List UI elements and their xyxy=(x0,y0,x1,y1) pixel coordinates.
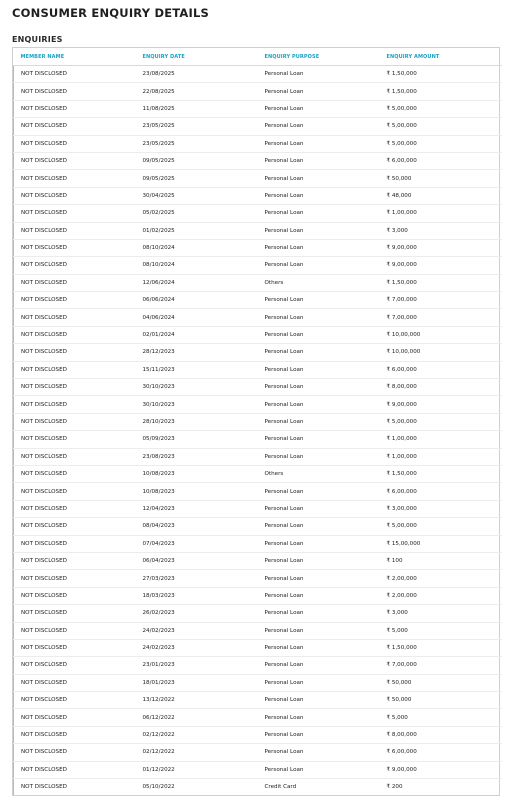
table-row xyxy=(14,639,502,656)
enquiry-amount-cell: ₹ 3,00,000 xyxy=(380,500,502,517)
table-row xyxy=(14,518,502,535)
enquiry-amount-cell: ₹ 3,000 xyxy=(380,605,502,622)
member-name-cell: NOT DISCLOSED xyxy=(14,100,136,117)
member-name-cell: NOT DISCLOSED xyxy=(14,726,136,743)
enquiry-amount-cell: ₹ 5,000 xyxy=(380,709,502,726)
enquiry-purpose-cell: Personal Loan xyxy=(258,187,380,204)
enquiry-amount-cell: ₹ 5,00,000 xyxy=(380,135,502,152)
enquiry-purpose-cell: Personal Loan xyxy=(258,66,380,83)
section-title-enquiries: ENQUIRIES xyxy=(12,35,63,44)
enquiry-amount-cell: ₹ 7,00,000 xyxy=(380,292,502,309)
enquiry-date-cell: 06/12/2022 xyxy=(136,709,258,726)
table-row xyxy=(14,379,502,396)
enquiry-date-cell: 30/10/2023 xyxy=(136,379,258,396)
member-name-cell: NOT DISCLOSED xyxy=(14,83,136,100)
enquiry-date-cell: 23/05/2025 xyxy=(136,118,258,135)
enquiry-date-cell: 10/08/2023 xyxy=(136,483,258,500)
enquiry-date-cell: 23/08/2025 xyxy=(136,66,258,83)
enquiry-date-cell: 12/06/2024 xyxy=(136,274,258,291)
enquiry-date-cell: 13/12/2022 xyxy=(136,692,258,709)
enquiry-date-cell: 05/10/2022 xyxy=(142,784,175,791)
enquiry-date-cell: 15/11/2023 xyxy=(136,361,258,378)
enquiry-date-cell: 05/02/2025 xyxy=(136,205,258,222)
enquiry-date-cell: 24/02/2023 xyxy=(136,639,258,656)
enquiry-date-cell: 18/03/2023 xyxy=(136,587,258,604)
enquiry-date-cell: 01/12/2022 xyxy=(136,761,258,778)
enquiry-purpose-cell: Personal Loan xyxy=(258,413,380,430)
member-name-cell: NOT DISCLOSED xyxy=(14,413,136,430)
table-row xyxy=(14,413,502,430)
member-name-cell: NOT DISCLOSED xyxy=(14,674,136,691)
enquiry-amount-cell: ₹ 5,00,000 xyxy=(380,518,502,535)
enquiry-date-cell: 18/01/2023 xyxy=(136,674,258,691)
table-row xyxy=(14,257,502,274)
member-name-cell: NOT DISCLOSED xyxy=(14,657,136,674)
column-header-enquiry-purpose: ENQUIRY PURPOSE xyxy=(258,48,380,66)
enquiry-date-cell: 10/08/2023 xyxy=(136,465,258,482)
member-name-cell: NOT DISCLOSED xyxy=(14,326,136,343)
enquiry-purpose-cell: Personal Loan xyxy=(258,379,380,396)
enquiries-table-container xyxy=(12,47,500,796)
enquiry-date-cell: 05/09/2023 xyxy=(136,431,258,448)
enquiry-purpose-cell: Personal Loan xyxy=(258,100,380,117)
enquiry-date-cell: 24/02/2023 xyxy=(136,622,258,639)
table-row xyxy=(14,239,502,256)
enquiries-table xyxy=(13,48,502,795)
table-row xyxy=(14,674,502,691)
enquiry-date-cell: 28/10/2023 xyxy=(136,413,258,430)
enquiry-purpose-cell: Personal Loan xyxy=(258,761,380,778)
column-header-enquiry-date: ENQUIRY DATE xyxy=(136,48,258,66)
table-row xyxy=(14,744,502,761)
enquiry-purpose-cell: Personal Loan xyxy=(258,605,380,622)
enquiry-purpose-cell: Personal Loan xyxy=(258,135,380,152)
enquiry-amount-cell: ₹ 2,00,000 xyxy=(380,570,502,587)
table-row xyxy=(14,465,502,482)
member-name-cell: NOT DISCLOSED xyxy=(14,639,136,656)
enquiry-amount-cell: ₹ 1,00,000 xyxy=(380,431,502,448)
enquiry-purpose-cell: Personal Loan xyxy=(258,170,380,187)
enquiry-date-cell: 01/02/2025 xyxy=(136,222,258,239)
enquiry-amount-cell: ₹ 5,00,000 xyxy=(380,413,502,430)
enquiry-amount-cell: ₹ 1,50,000 xyxy=(380,639,502,656)
enquiry-purpose-cell: Personal Loan xyxy=(258,239,380,256)
enquiry-purpose-cell: Personal Loan xyxy=(258,83,380,100)
table-row xyxy=(14,535,502,552)
enquiry-purpose-cell: Personal Loan xyxy=(258,535,380,552)
enquiry-amount-cell: ₹ 200 xyxy=(386,784,403,791)
enquiry-purpose-cell: Personal Loan xyxy=(258,552,380,569)
enquiry-purpose-cell: Personal Loan xyxy=(258,483,380,500)
enquiry-amount-cell: ₹ 7,00,000 xyxy=(380,657,502,674)
enquiry-purpose-cell: Personal Loan xyxy=(258,326,380,343)
table-row xyxy=(14,500,502,517)
enquiry-purpose-cell: Others xyxy=(258,274,380,291)
table-row xyxy=(14,100,502,117)
enquiry-purpose-cell: Personal Loan xyxy=(258,292,380,309)
enquiry-date-cell: 12/04/2023 xyxy=(136,500,258,517)
table-row xyxy=(14,692,502,709)
member-name-cell: NOT DISCLOSED xyxy=(14,605,136,622)
enquiry-amount-cell: ₹ 6,00,000 xyxy=(380,744,502,761)
enquiry-amount-cell: ₹ 9,00,000 xyxy=(380,257,502,274)
enquiry-purpose-cell: Personal Loan xyxy=(258,344,380,361)
member-name-cell: NOT DISCLOSED xyxy=(14,465,136,482)
member-name-cell: NOT DISCLOSED xyxy=(14,709,136,726)
member-name-cell: NOT DISCLOSED xyxy=(14,187,136,204)
table-row xyxy=(14,361,502,378)
table-row xyxy=(14,205,502,222)
enquiry-purpose-cell: Personal Loan xyxy=(258,309,380,326)
member-name-cell: NOT DISCLOSED xyxy=(14,448,136,465)
member-name-cell: NOT DISCLOSED xyxy=(14,379,136,396)
enquiry-purpose-cell: Personal Loan xyxy=(258,257,380,274)
enquiry-amount-cell: ₹ 9,00,000 xyxy=(380,761,502,778)
enquiry-date-cell: 09/05/2025 xyxy=(136,170,258,187)
table-row xyxy=(14,326,502,343)
member-name-cell: NOT DISCLOSED xyxy=(14,622,136,639)
enquiry-purpose-cell: Personal Loan xyxy=(258,744,380,761)
enquiry-purpose-cell: Personal Loan xyxy=(258,692,380,709)
enquiry-date-cell: 28/12/2023 xyxy=(136,344,258,361)
table-row xyxy=(14,448,502,465)
member-name-cell: NOT DISCLOSED xyxy=(14,170,136,187)
enquiry-purpose-cell: Personal Loan xyxy=(258,639,380,656)
enquiry-purpose-cell: Personal Loan xyxy=(258,396,380,413)
enquiry-date-cell: 23/08/2023 xyxy=(136,448,258,465)
table-row xyxy=(14,152,502,169)
member-name-cell: NOT DISCLOSED xyxy=(14,518,136,535)
enquiry-purpose-cell: Personal Loan xyxy=(258,118,380,135)
enquiry-purpose-cell: Personal Loan xyxy=(258,570,380,587)
enquiry-amount-cell: ₹ 6,00,000 xyxy=(380,361,502,378)
enquiry-date-cell: 08/10/2024 xyxy=(136,257,258,274)
enquiry-date-cell: 30/10/2023 xyxy=(136,396,258,413)
member-name-cell: NOT DISCLOSED xyxy=(14,361,136,378)
table-row xyxy=(14,552,502,569)
enquiry-purpose-cell: Personal Loan xyxy=(258,657,380,674)
enquiry-amount-cell: ₹ 1,50,000 xyxy=(380,83,502,100)
enquiry-amount-cell: ₹ 8,00,000 xyxy=(380,379,502,396)
table-row xyxy=(14,709,502,726)
member-name-cell: NOT DISCLOSED xyxy=(14,570,136,587)
enquiry-amount-cell: ₹ 1,50,000 xyxy=(380,66,502,83)
enquiry-purpose-cell: Personal Loan xyxy=(258,587,380,604)
enquiry-date-cell: 26/02/2023 xyxy=(136,605,258,622)
enquiry-amount-cell: ₹ 3,000 xyxy=(380,222,502,239)
enquiry-purpose-cell: Personal Loan xyxy=(258,500,380,517)
table-row xyxy=(14,187,502,204)
table-row xyxy=(14,344,502,361)
enquiry-date-cell: 23/05/2025 xyxy=(136,135,258,152)
enquiry-date-cell: 09/05/2025 xyxy=(136,152,258,169)
member-name-cell: NOT DISCLOSED xyxy=(14,274,136,291)
enquiry-amount-cell: ₹ 2,00,000 xyxy=(380,587,502,604)
enquiry-purpose-cell: Personal Loan xyxy=(258,674,380,691)
enquiry-date-cell: 08/10/2024 xyxy=(136,239,258,256)
enquiry-amount-cell: ₹ 9,00,000 xyxy=(380,396,502,413)
enquiry-date-cell: 02/12/2022 xyxy=(136,726,258,743)
table-row xyxy=(14,570,502,587)
table-row xyxy=(14,761,502,778)
member-name-cell: NOT DISCLOSED xyxy=(14,135,136,152)
table-row xyxy=(14,118,502,135)
member-name-cell: NOT DISCLOSED xyxy=(14,222,136,239)
enquiry-date-cell: 04/06/2024 xyxy=(136,309,258,326)
enquiry-amount-cell: ₹ 50,000 xyxy=(380,170,502,187)
enquiry-date-cell: 11/08/2025 xyxy=(136,100,258,117)
member-name-cell: NOT DISCLOSED xyxy=(14,587,136,604)
member-name-cell: NOT DISCLOSED xyxy=(14,779,136,796)
table-row xyxy=(14,274,502,291)
member-name-cell: NOT DISCLOSED xyxy=(14,535,136,552)
member-name-cell: NOT DISCLOSED xyxy=(14,431,136,448)
member-name-cell: NOT DISCLOSED xyxy=(14,744,136,761)
member-name-cell: NOT DISCLOSED xyxy=(14,344,136,361)
enquiry-amount-cell: ₹ 9,00,000 xyxy=(380,239,502,256)
enquiry-date-cell: 23/01/2023 xyxy=(136,657,258,674)
enquiry-date-cell: 06/04/2023 xyxy=(136,552,258,569)
enquiry-purpose-cell: Credit Card xyxy=(264,784,297,791)
enquiry-purpose-cell: Personal Loan xyxy=(258,152,380,169)
member-name-cell: NOT DISCLOSED xyxy=(14,500,136,517)
enquiry-amount-cell: ₹ 10,00,000 xyxy=(380,326,502,343)
member-name-cell: NOT DISCLOSED xyxy=(14,66,136,83)
enquiry-purpose-cell: Personal Loan xyxy=(258,222,380,239)
column-header-enquiry-amount: ENQUIRY AMOUNT xyxy=(380,48,502,66)
enquiry-date-cell: 06/06/2024 xyxy=(136,292,258,309)
column-header-member-name: MEMBER NAME xyxy=(14,48,136,66)
enquiry-amount-cell: ₹ 6,00,000 xyxy=(380,152,502,169)
member-name-cell: NOT DISCLOSED xyxy=(14,205,136,222)
enquiry-amount-cell: ₹ 1,00,000 xyxy=(380,205,502,222)
member-name-cell: NOT DISCLOSED xyxy=(14,257,136,274)
table-row xyxy=(14,309,502,326)
member-name-cell: NOT DISCLOSED xyxy=(14,692,136,709)
table-row xyxy=(14,657,502,674)
member-name-cell: NOT DISCLOSED xyxy=(14,152,136,169)
enquiry-amount-cell: ₹ 1,50,000 xyxy=(380,274,502,291)
member-name-cell: NOT DISCLOSED xyxy=(14,761,136,778)
table-row xyxy=(14,431,502,448)
enquiry-amount-cell: ₹ 1,50,000 xyxy=(380,465,502,482)
enquiry-date-cell: 30/04/2025 xyxy=(136,187,258,204)
enquiry-date-cell: 02/01/2024 xyxy=(136,326,258,343)
table-row xyxy=(14,483,502,500)
enquiry-amount-cell: ₹ 7,00,000 xyxy=(380,309,502,326)
enquiry-amount-cell: ₹ 15,00,000 xyxy=(380,535,502,552)
enquiry-amount-cell: ₹ 50,000 xyxy=(380,674,502,691)
table-row xyxy=(14,726,502,743)
table-row xyxy=(14,779,502,796)
enquiry-date-cell: 07/04/2023 xyxy=(136,535,258,552)
member-name-cell: NOT DISCLOSED xyxy=(14,239,136,256)
enquiry-purpose-cell: Personal Loan xyxy=(258,431,380,448)
table-row xyxy=(14,396,502,413)
enquiry-purpose-cell: Personal Loan xyxy=(258,205,380,222)
enquiry-purpose-cell: Personal Loan xyxy=(258,448,380,465)
table-row xyxy=(14,66,502,83)
member-name-cell: NOT DISCLOSED xyxy=(14,292,136,309)
enquiry-purpose-cell: Personal Loan xyxy=(258,361,380,378)
table-row xyxy=(14,622,502,639)
enquiry-amount-cell: ₹ 48,000 xyxy=(380,187,502,204)
enquiry-date-cell: 02/12/2022 xyxy=(136,744,258,761)
enquiry-date-cell: 27/03/2023 xyxy=(136,570,258,587)
table-row xyxy=(14,170,502,187)
member-name-cell: NOT DISCLOSED xyxy=(14,309,136,326)
enquiry-date-cell: 22/08/2025 xyxy=(136,83,258,100)
page-title: CONSUMER ENQUIRY DETAILS xyxy=(12,6,209,20)
enquiry-amount-cell: ₹ 5,000 xyxy=(380,622,502,639)
enquiry-date-cell: 08/04/2023 xyxy=(136,518,258,535)
member-name-cell: NOT DISCLOSED xyxy=(14,396,136,413)
member-name-cell: NOT DISCLOSED xyxy=(14,118,136,135)
enquiry-purpose-cell: Personal Loan xyxy=(258,726,380,743)
enquiry-amount-cell: ₹ 10,00,000 xyxy=(380,344,502,361)
enquiry-purpose-cell: Others xyxy=(258,465,380,482)
table-row xyxy=(14,222,502,239)
table-row xyxy=(14,587,502,604)
table-header-row xyxy=(14,48,502,66)
member-name-cell: NOT DISCLOSED xyxy=(14,552,136,569)
table-row xyxy=(14,605,502,622)
enquiry-amount-cell: ₹ 5,00,000 xyxy=(380,118,502,135)
enquiry-amount-cell: ₹ 50,000 xyxy=(380,692,502,709)
table-row xyxy=(14,292,502,309)
table-row xyxy=(14,83,502,100)
enquiry-amount-cell: ₹ 100 xyxy=(380,552,502,569)
enquiry-purpose-cell: Personal Loan xyxy=(258,518,380,535)
enquiry-purpose-cell: Personal Loan xyxy=(258,622,380,639)
enquiry-amount-cell: ₹ 6,00,000 xyxy=(380,483,502,500)
enquiry-amount-cell: ₹ 8,00,000 xyxy=(380,726,502,743)
table-body xyxy=(14,66,502,796)
enquiry-amount-cell: ₹ 1,00,000 xyxy=(380,448,502,465)
member-name-cell: NOT DISCLOSED xyxy=(14,483,136,500)
table-row xyxy=(14,135,502,152)
enquiry-purpose-cell: Personal Loan xyxy=(258,709,380,726)
enquiry-amount-cell: ₹ 5,00,000 xyxy=(380,100,502,117)
